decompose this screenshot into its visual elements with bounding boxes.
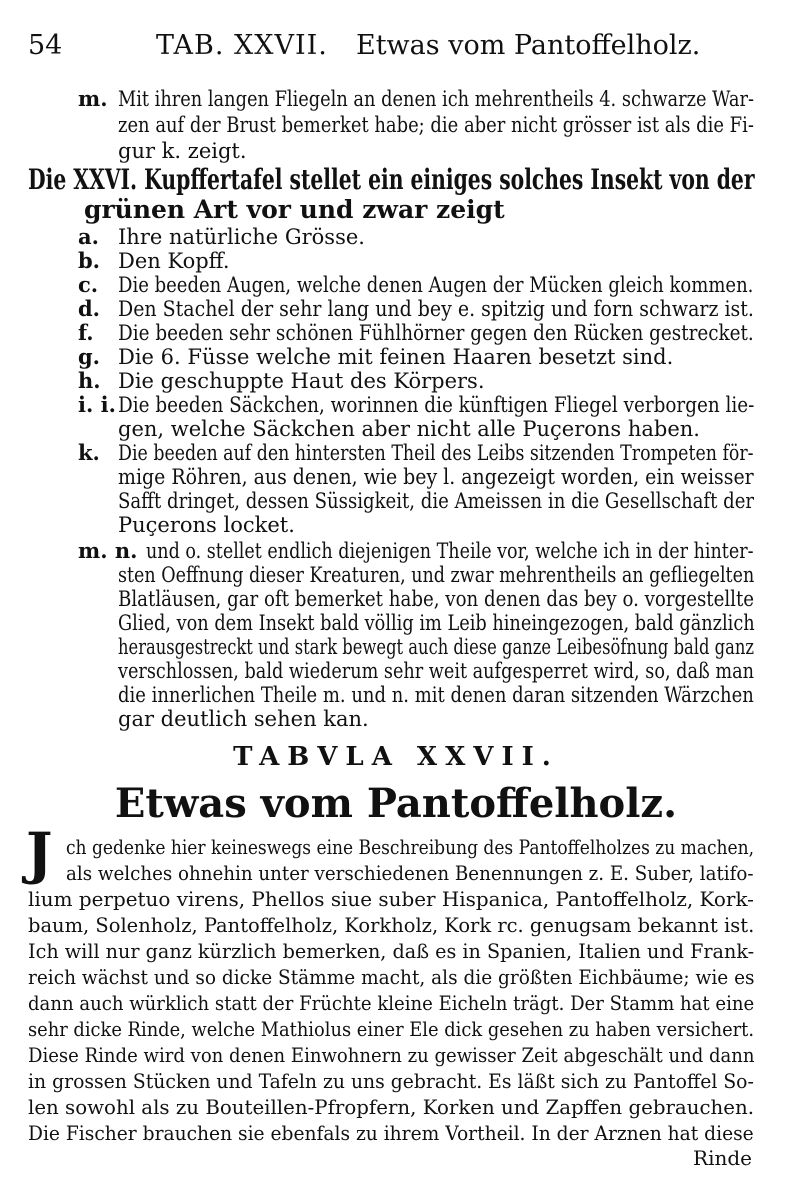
text-line: dann auch würklich statt der Früchte kleine Eicheln trägt. Der Stamm hat eine xyxy=(28,991,755,1015)
text-line: gar deutlich sehen kan. xyxy=(118,707,369,731)
text-line: Die beeden auf den hintersten Theil des Leibs sitzenden Trompeten för- xyxy=(118,441,754,465)
section-heading-cont: grünen Art vor und zwar zeigt xyxy=(84,195,505,224)
text-line: Die beeden Säckchen, worinnen die künftigen Fliegel verborgen lie- xyxy=(118,393,755,417)
text-line: und o. stellet endlich diejenigen Theile vor, welche ich in der hinter- xyxy=(146,539,754,563)
header-tab-label: TAB. XXVII. xyxy=(156,30,328,61)
text-line: Glied, von dem Insekt bald völlig im Leib hineingezogen, bald gänzlich xyxy=(118,611,755,635)
item-label: k. xyxy=(78,440,100,465)
text-line: lium perpetuo virens, Phellos siue suber Hispanica, Pantoffelholz, Kork- xyxy=(28,887,754,911)
text-line: als welches ohnehin unter verschiedenen Benennungen z. E. Suber, latifo- xyxy=(66,861,754,885)
text-line: sten Oeffnung dieser Kreaturen, und zwar mehrentheils an gefliegelten xyxy=(118,563,755,587)
tabula-label: TABVLA XXVII. xyxy=(233,742,559,772)
drop-cap: J xyxy=(26,821,53,887)
text-line: baum, Solenholz, Pantoffelholz, Korkholz, Kork rc. genugsam bekannt ist. xyxy=(28,913,755,937)
text-line: ch gedenke hier keineswegs eine Beschreibung des Pantoffelholzes zu machen, xyxy=(66,835,755,859)
text-line: Diese Rinde wird von denen Einwohnern zu gewisser Zeit abgeschält und dann xyxy=(28,1043,755,1067)
text-line: zen auf der Brust bemerket habe; die aber nicht grösser ist als die Fi- xyxy=(118,113,754,137)
item-label: h. xyxy=(78,368,101,393)
text-line: Ich will nur ganz kürzlich bemerken, daß es in Spanien, Italien und Frank- xyxy=(28,939,755,963)
running-title: Etwas vom Pantoffelholz. xyxy=(356,30,701,61)
item-label: f. xyxy=(78,320,94,345)
text-line: Ihre natürliche Grösse. xyxy=(118,225,365,249)
text-line: gen, welche Säckchen aber nicht alle Puçerons haben. xyxy=(118,417,700,441)
text-line: reich wächst und so dicke Stämme macht, als die größten Eichbäume; wie es xyxy=(28,965,755,989)
text-line: Die geschuppte Haut des Körpers. xyxy=(118,369,485,393)
text-line: die innerlichen Theile m. und n. mit denen daran sitzenden Wärzchen xyxy=(118,683,754,707)
item-label: m. n. xyxy=(78,538,138,563)
text-line: sehr dicke Rinde, welche Mathiolus einer Ele dick gesehen zu haben versichert. xyxy=(28,1017,755,1041)
text-line: Die Fischer brauchen sie ebenfals zu ihrem Vortheil. In der Arznen hat diese xyxy=(28,1121,754,1145)
text-line: Puçerons locket. xyxy=(118,513,295,537)
text-line: Den Kopff. xyxy=(118,249,230,273)
page-number: 54 xyxy=(28,30,63,61)
text-line: len sowohl als zu Bouteillen-Pfropfern, Korken und Zapffen gebrauchen. xyxy=(28,1095,755,1119)
item-label: m. xyxy=(78,86,108,111)
running-header xyxy=(28,30,754,66)
text-line: Den Stachel der sehr lang und bey e. spitzig und forn schwarz ist. xyxy=(118,297,754,321)
text-line: Blatläusen, gar oft bemerket habe, von denen das bey o. vorgestellte xyxy=(118,587,755,611)
text-line: Mit ihren langen Fliegeln an denen ich mehrentheils 4. schwarze War- xyxy=(118,87,754,111)
text-line: Die 6. Füsse welche mit feinen Haaren besetzt sind. xyxy=(118,345,674,369)
item-label: d. xyxy=(78,296,100,321)
text-line: Safft dringet, dessen Süssigkeit, die Ameissen in die Gesellschaft der xyxy=(118,489,755,513)
text-line: gur k. zeigt. xyxy=(118,139,247,163)
catchword: Rinde xyxy=(693,1146,752,1170)
item-label: g. xyxy=(78,344,100,369)
section-heading: Die XXVI. Kupffertafel stellet ein einiges solches Insekt von der xyxy=(28,163,755,196)
text-line: mige Röhren, aus denen, wie bey l. angezeigt worden, ein weisser xyxy=(118,465,754,489)
text-line: Die beeden sehr schönen Fühlhörner gegen den Rücken gestrecket. xyxy=(118,321,754,345)
tabula-title: Etwas vom Pantoffelholz. xyxy=(114,780,678,827)
text-line: Die beeden Augen, welche denen Augen der Mücken gleich kommen. xyxy=(118,273,754,297)
text-line: in grossen Stücken und Tafeln zu uns gebracht. Es läßt sich zu Pantoffel So- xyxy=(28,1069,754,1093)
text-line: verschlossen, bald wiederum sehr weit aufgesperret wird, so, daß man xyxy=(118,659,754,683)
item-label: c. xyxy=(78,272,99,297)
item-label: i. i. xyxy=(78,392,116,417)
text-line: herausgestreckt und stark bewegt auch diese ganze Leibesöfnung bald ganz xyxy=(118,635,754,659)
item-label: a. xyxy=(78,224,99,249)
item-label: b. xyxy=(78,248,100,273)
